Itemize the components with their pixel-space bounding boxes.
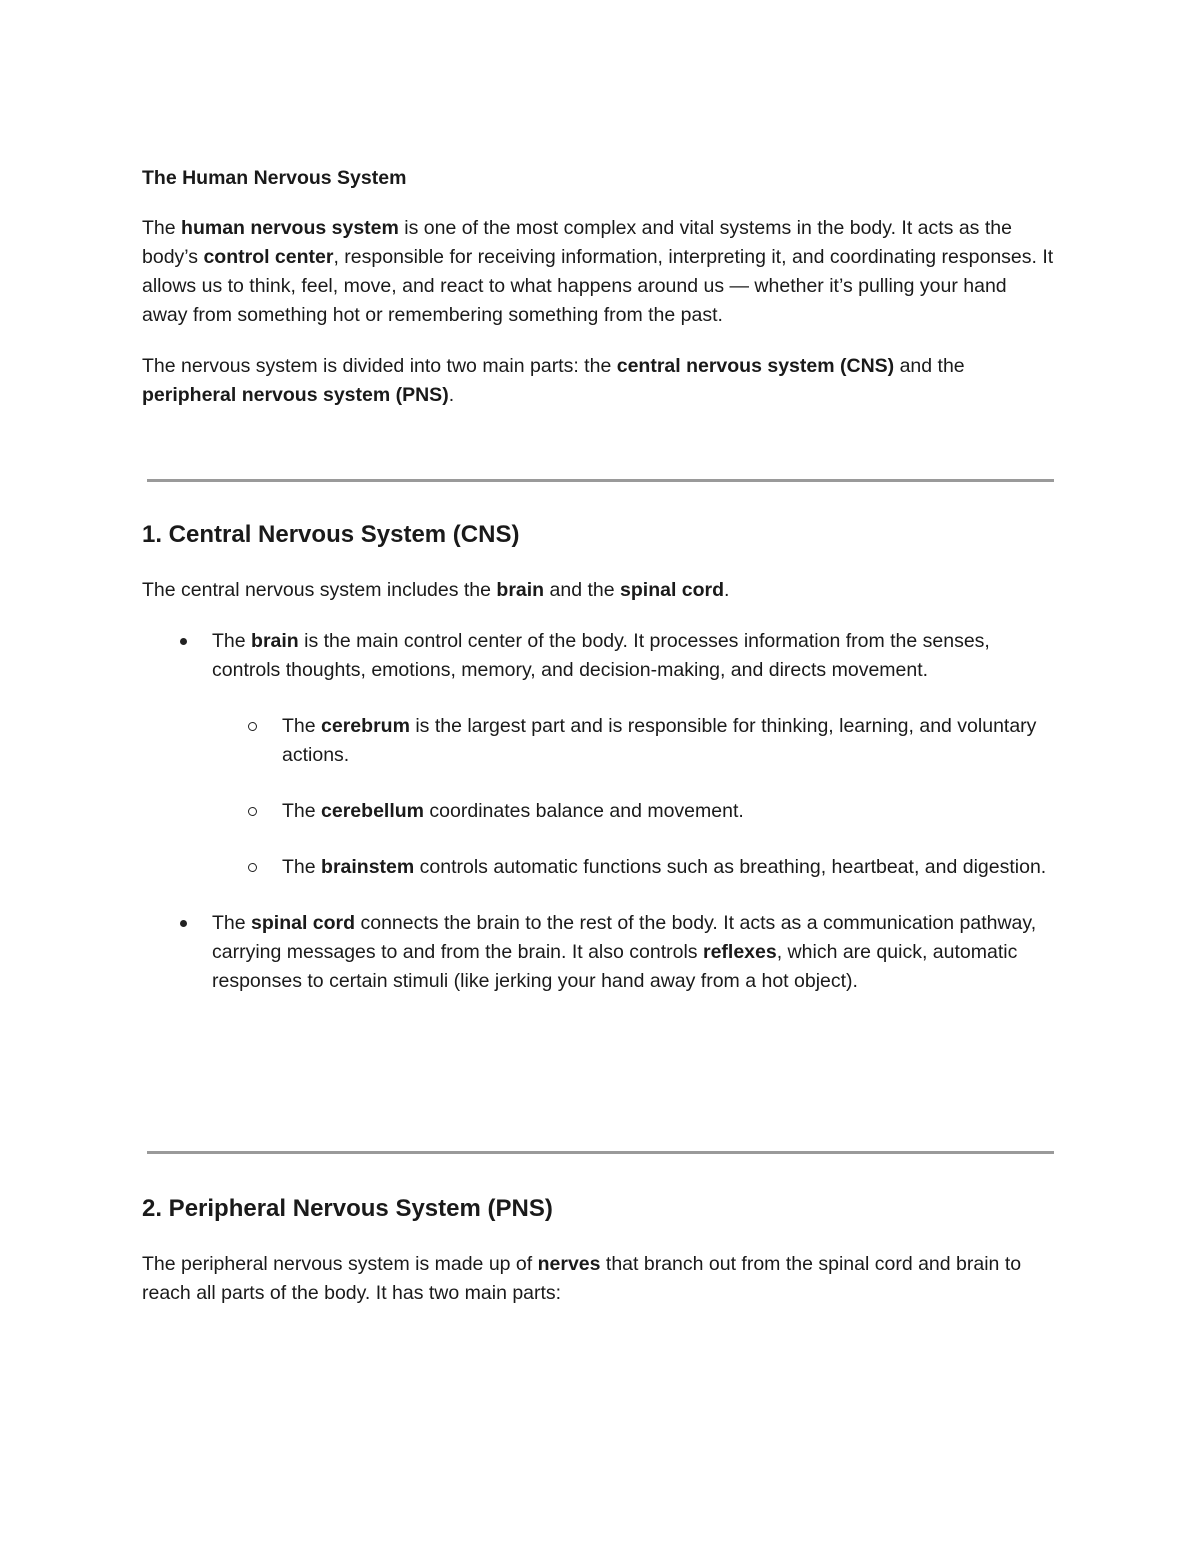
text-span: The	[282, 715, 322, 737]
list-item-spinal-cord	[142, 909, 1056, 996]
hollow-bullet-icon	[248, 722, 257, 731]
text-span: .	[448, 384, 455, 406]
text-span: The nervous system is divided into two main parts: the	[142, 355, 617, 377]
bold-term: spinal cord	[251, 912, 356, 934]
cns-section	[142, 519, 1056, 1023]
bold-term: brain	[496, 579, 545, 601]
list-item-cerebellum	[212, 797, 1056, 826]
text-span: and the	[544, 579, 621, 601]
bold-term: cerebellum	[321, 800, 424, 822]
bold-term: brainstem	[321, 856, 415, 878]
document-body	[142, 164, 1056, 432]
pns-section	[142, 1193, 1056, 1308]
hollow-bullet-icon	[248, 807, 257, 816]
bold-term: human nervous system	[181, 217, 399, 239]
bold-term: spinal cord	[620, 579, 725, 601]
document-title: The Human Nervous System	[142, 167, 407, 189]
text-span: is the largest part and is responsible for thinking, learning, and voluntary actions.	[282, 715, 1037, 766]
text-span: The peripheral nervous system is made up of	[142, 1253, 538, 1275]
text-span: and the	[894, 355, 965, 377]
bullet-dot-icon	[180, 920, 187, 927]
pns-intro-paragraph	[142, 1250, 1056, 1308]
text-span: , responsible for receiving information, interpreting it, and coordinating responses. It allows us to think, feel, move, and react to what happens around us — whether it’s pulling your hand away from something hot or remembering something from the past.	[142, 246, 1054, 326]
text-span: is one of the most complex and vital systems in the body. It acts as the body’s	[142, 217, 1012, 268]
parts-paragraph	[142, 352, 1056, 410]
list-item-brain	[142, 627, 1056, 882]
bold-term: reflexes	[702, 941, 777, 963]
bold-term: cerebrum	[321, 715, 410, 737]
bold-term: peripheral nervous system (PNS)	[142, 384, 449, 406]
text-span: The	[212, 912, 252, 934]
text-span: connects the brain to the rest of the body. It acts as a communication pathway, carrying messages to and from the brain. It also controls	[212, 912, 1037, 963]
text-span: is the main control center of the body. It processes information from the senses, controls thoughts, emotions, memory, and decision-making, and directs movement.	[212, 630, 990, 681]
cns-bullet-list	[142, 627, 1056, 996]
text-span: coordinates balance and movement.	[424, 800, 744, 822]
cns-heading: 1. Central Nervous System (CNS)	[142, 521, 520, 548]
bullet-dot-icon	[180, 638, 187, 645]
intro-paragraph	[142, 214, 1056, 330]
text-span: .	[724, 579, 730, 601]
text-span: that branch out from the spinal cord and brain to reach all parts of the body. It has two main parts:	[142, 1253, 1022, 1304]
bold-term: nerves	[537, 1253, 601, 1275]
text-span: , which are quick, automatic responses to certain stimuli (like jerking your hand away from a hot object).	[212, 941, 1018, 992]
bold-term: control center	[203, 246, 334, 268]
bold-term: brain	[251, 630, 299, 652]
text-span: controls automatic functions such as breathing, heartbeat, and digestion.	[414, 856, 1047, 878]
horizontal-divider	[147, 1151, 1054, 1154]
text-span: The	[282, 800, 322, 822]
bold-term: central nervous system (CNS)	[616, 355, 895, 377]
text-span: The	[142, 217, 182, 239]
horizontal-divider	[147, 479, 1054, 482]
list-item-cerebrum	[212, 712, 1056, 770]
text-span: The	[282, 856, 322, 878]
text-span: The	[212, 630, 252, 652]
pns-heading: 2. Peripheral Nervous System (PNS)	[142, 1195, 553, 1222]
cns-intro-paragraph	[142, 576, 1056, 605]
brain-sub-list	[212, 712, 1056, 882]
hollow-bullet-icon	[248, 863, 257, 872]
list-item-brainstem	[212, 853, 1056, 882]
text-span: The central nervous system includes the	[142, 579, 497, 601]
